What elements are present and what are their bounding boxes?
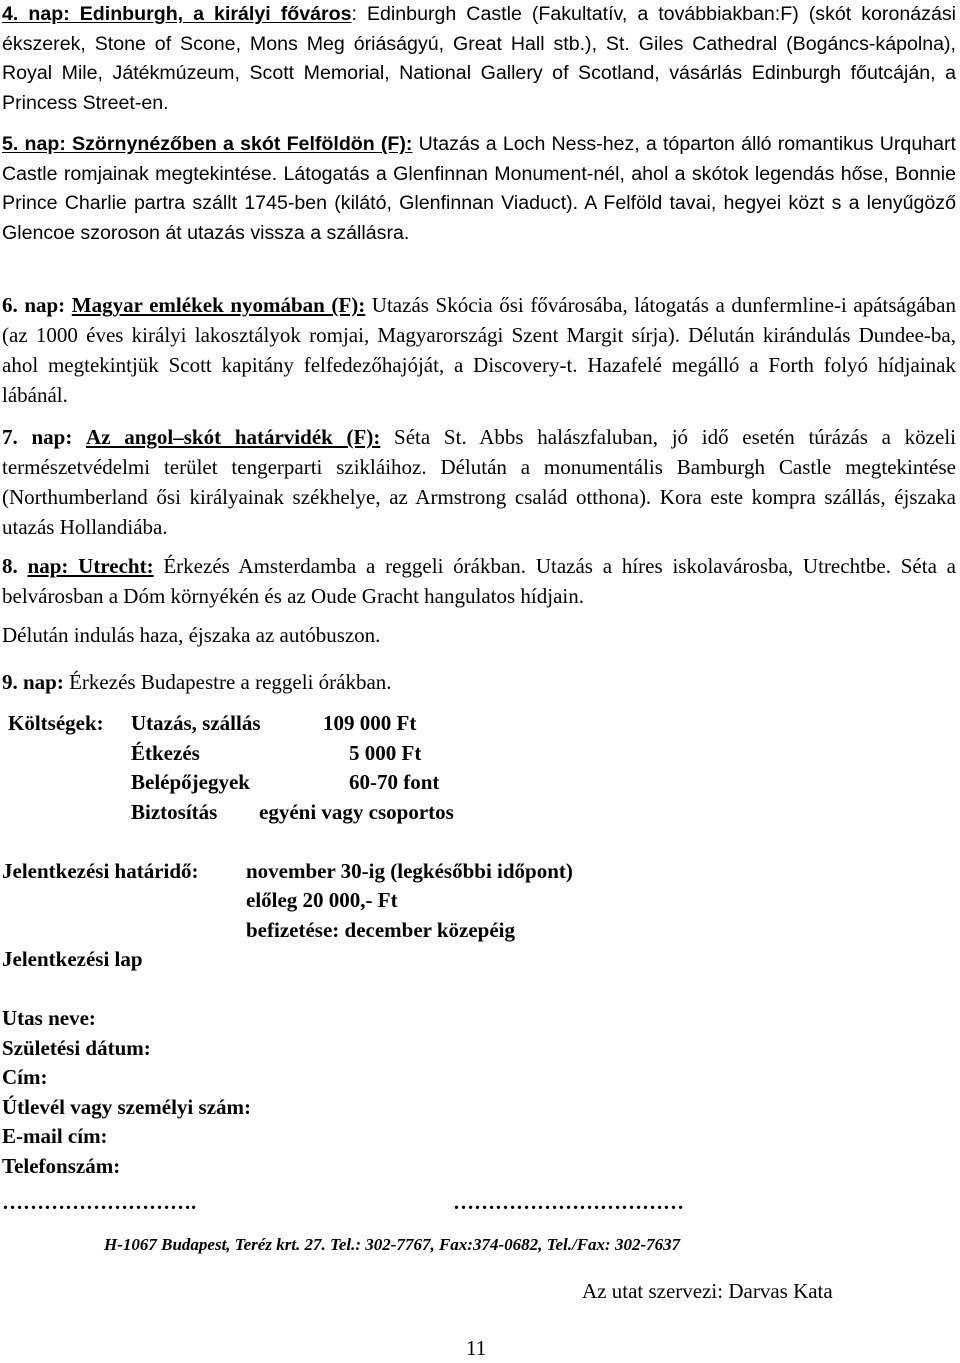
day9-heading: 9. nap:: [2, 670, 64, 694]
form-field-name: Utas neve:: [2, 1006, 96, 1030]
day6-text: Utazás Skócia ősi fővárosába, látogatás a dunfermline-i apátságában (az 1000 éves királyi lakosztályok romjai, Magyarországi Szent Margit sírja). Délután kirándulás Dundee-ba, ahol megtekintjük Scott kapitány felfedezőhajóját, a Discovery-t. Hazafelé megálló a Forth folyó hídjainak lábánál.: [2, 293, 957, 407]
day7-paragraph: [2, 422, 956, 542]
day5-paragraph: [2, 130, 956, 248]
cost-item-value: egyéni vagy csoportos: [259, 800, 454, 824]
signature-line-left: ……………………….: [2, 1190, 197, 1214]
cost-item-value: 5 000 Ft: [349, 741, 422, 765]
deadline-value: november 30-ig (legkésőbbi időpont): [246, 859, 573, 883]
day8-paragraph-2: [2, 620, 956, 650]
day8-text: Érkezés Amsterdamba a reggeli órákban. Utazás a híres iskolavárosba, Utrechtbe. Séta a belvárosban a Dóm környékén és az Oude Gracht hangulatos hídjain.: [2, 554, 957, 608]
day7-prefix: 7. nap:: [2, 425, 73, 449]
day8-paragraph: [2, 551, 956, 611]
form-field-birthdate: Születési dátum:: [2, 1036, 151, 1060]
day7-heading: Az angol–skót határvidék (F):: [86, 425, 381, 449]
day6-heading: Magyar emlékek nyomában (F):: [71, 293, 366, 317]
page-number: 11: [466, 1336, 487, 1360]
form-title: Jelentkezési lap: [2, 947, 143, 971]
day4-heading: 4. nap: Edinburgh, a királyi főváros: [2, 3, 352, 25]
footer-address: H-1067 Budapest, Teréz krt. 27. Tel.: 302-7767, Fax:374-0682, Tel./Fax: 302-7637: [104, 1235, 681, 1254]
cost-item-name: Utazás, szállás: [131, 711, 261, 735]
day8-text2: Délután indulás haza, éjszaka az autóbuszon.: [2, 623, 381, 647]
form-field-phone: Telefonszám:: [2, 1154, 121, 1178]
day4-paragraph: [2, 0, 956, 118]
cost-item-name: Biztosítás: [131, 800, 218, 824]
day6-prefix: 6. nap:: [2, 293, 66, 317]
day5-heading: 5. nap: Szörnynézőben a skót Felföldön (F):: [2, 133, 413, 155]
form-field-email: E-mail cím:: [2, 1124, 108, 1148]
costs-label: Költségek:: [8, 711, 104, 735]
day5-text: Utazás a Loch Ness-hez, a tóparton álló romantikus Urquhart Castle romjainak megtekintése. Látogatás a Glenfinnan Monument-nél, ahol a skótok legendás hőse, Bonnie Prince Charlie partra szállt 1745-ben (kilátó, Glenfinnan Viaduct). A Felföld tavai, hegyei közt s a lenyűgöző Glencoe szoroson át utazás vissza a szállásra.: [2, 133, 956, 244]
form-field-address: Cím:: [2, 1065, 48, 1089]
organizer-line: Az utat szervezi: Darvas Kata: [582, 1279, 833, 1303]
cost-item-name: Étkezés: [131, 741, 200, 765]
cost-item-value: 60-70 font: [349, 770, 440, 794]
day8-heading: nap: Utrecht:: [27, 554, 154, 578]
day7-text: Séta St. Abbs halászfaluban, jó idő esetén túrázás a közeli természetvédelmi terület tengerparti szikláihoz. Délután a monumentális Bamburgh Castle megtekintése (Northumberland ősi királyainak székhelye, az Armstrong család otthona). Kora este kompra szállás, éjszaka utazás Hollandiába.: [2, 425, 956, 539]
day8-prefix: 8.: [2, 554, 18, 578]
signature-line-right: ……………………………: [453, 1190, 684, 1214]
cost-item-value: 109 000 Ft: [323, 711, 417, 735]
day6-paragraph: [2, 290, 956, 410]
deadline-label: Jelentkezési határidő:: [2, 859, 199, 883]
day9-text: Érkezés Budapestre a reggeli órákban.: [63, 670, 392, 694]
cost-item-name: Belépőjegyek: [131, 770, 250, 794]
deadline-deposit: előleg 20 000,- Ft: [246, 888, 398, 912]
day9-paragraph: [2, 667, 956, 697]
deadline-payment: befizetése: december közepéig: [246, 918, 516, 942]
form-field-passport: Útlevél vagy személyi szám:: [2, 1095, 251, 1119]
day4-text: : Edinburgh Castle (Fakultatív, a továbbiakban:F) (skót koronázási ékszerek, Stone of Scone, Mons Meg óriáságyú, Great Hall stb.), St. Giles Cathedral (Bogáncs-kápolna), Royal Mile, Játékmúzeum, Scott Memorial, National Gallery of Scotland, vásárlás Edinburgh főutcáján, a Princess Street-en.: [2, 3, 956, 114]
